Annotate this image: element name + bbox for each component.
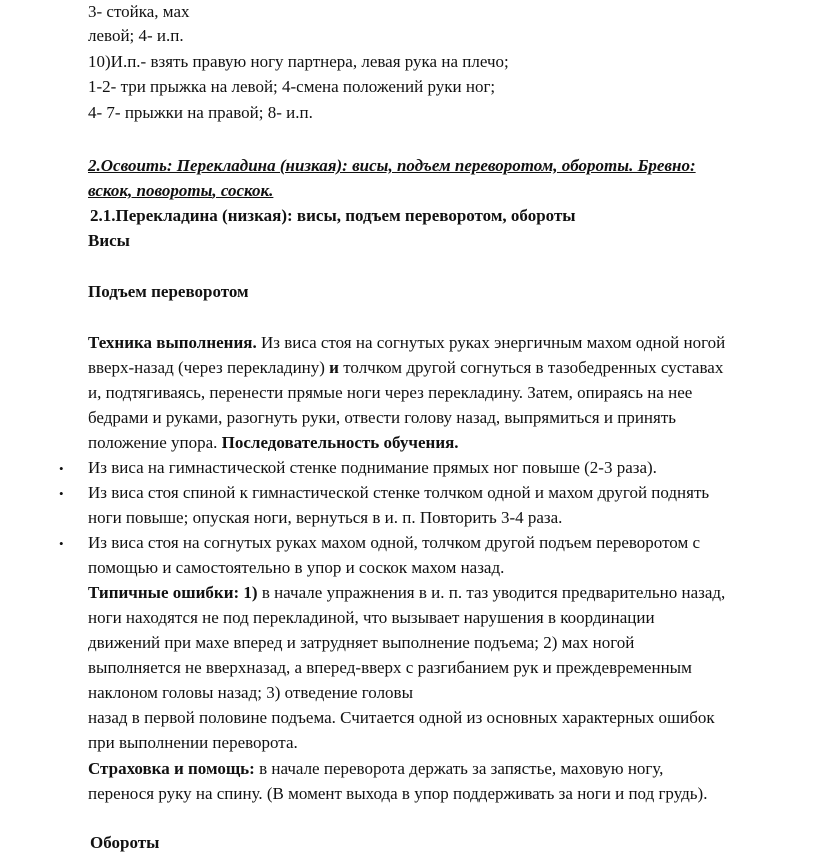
text-line: левой; 4- и.п.: [88, 26, 184, 45]
bullet-icon: •: [59, 536, 64, 551]
visy-heading: Висы: [88, 231, 130, 250]
errors-line: ноги находятся не под перекладиной, что вызывает нарушения в координации: [88, 608, 655, 627]
technique-line: и, подтягиваясь, перенести прямые ноги через перекладину. Затем, опираясь на нее: [88, 383, 693, 402]
errors-line: движений при махе вперед и затрудняет выполнение подъема; 2) мах ногой: [88, 633, 635, 652]
oboroty-heading: Обороты: [90, 833, 160, 852]
text-line: 1-2- три прыжка на левой; 4-смена положений руки ног;: [88, 77, 496, 96]
technique-line: бедрами и руками, разогнуть руки, отвести голову назад, выпрямиться и принять: [88, 408, 677, 427]
errors-line: назад в первой половине подъема. Считается одной из основных характерных ошибок: [88, 708, 715, 727]
technique-line: Техника выполнения. Из виса стоя на согнутых руках энергичным махом одной ногой: [88, 333, 726, 352]
errors-line: наклоном головы назад; 3) отведение головы: [88, 683, 414, 702]
safety-line: перенося руку на спину. (В момент выхода в упор поддерживать за ноги и под грудь).: [88, 784, 708, 803]
errors-line: выполняется не вверхназад, а вперед-вверх с разгибанием рук и преждевременным: [88, 658, 692, 677]
errors-line: при выполнении переворота.: [88, 733, 298, 752]
bullet-icon: •: [59, 486, 64, 501]
text-line: 4- 7- прыжки на правой; 8- и.п.: [88, 103, 313, 122]
list-item-continued: помощью и самостоятельно в упор и соскок махом назад.: [88, 558, 505, 577]
list-item: Из виса стоя спиной к гимнастической стенке толчком одной и махом другой поднять: [88, 483, 710, 502]
section-heading: 2.Освоить: Перекладина (низкая): висы, подъем переворотом, обороты. Бревно:: [88, 156, 696, 175]
technique-line: вверх-назад (через перекладину) и толчком другой согнуться в тазобедренных суставах: [88, 358, 724, 377]
text-line: 3- стойка, мах: [88, 2, 190, 21]
technique-line: положение упора. Последовательность обучения.: [88, 433, 459, 452]
list-item: Из виса на гимнастической стенке поднимание прямых ног повыше (2-3 раза).: [88, 458, 657, 477]
bullet-icon: •: [59, 461, 64, 476]
list-item-continued: ноги повыше; опуская ноги, вернуться в и. п. Повторить 3-4 раза.: [88, 508, 563, 527]
safety-line: Страховка и помощь: в начале переворота держать за запястье, маховую ногу,: [88, 759, 664, 778]
errors-line: Типичные ошибки: 1) в начале упражнения в и. п. таз уводится предварительно назад,: [88, 583, 726, 602]
subsection-heading: 2.1.Перекладина (низкая): висы, подъем переворотом, обороты: [90, 206, 576, 225]
podyem-heading: Подъем переворотом: [88, 282, 249, 301]
text-line: 10)И.п.- взять правую ногу партнера, левая рука на плечо;: [88, 52, 509, 71]
list-item: Из виса стоя на согнутых руках махом одной, толчком другой подъем переворотом с: [88, 533, 700, 552]
section-heading-continued: вскок, повороты, соскок.: [88, 181, 274, 200]
